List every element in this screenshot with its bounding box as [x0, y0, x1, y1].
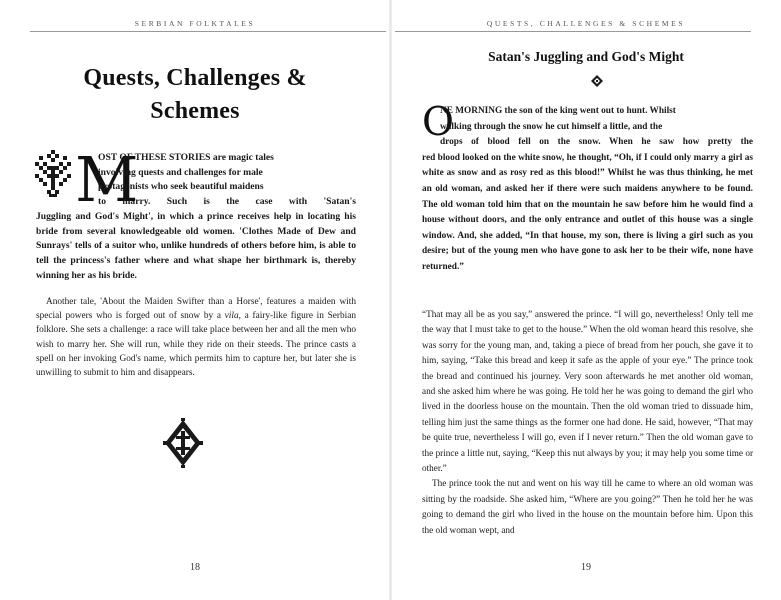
intro-lead-paragraph [36, 143, 356, 283]
story-lead-line: walking through the snow he cut himself a little, and the [440, 121, 663, 132]
small-diamond-icon [591, 75, 603, 87]
story-title: Satan's Juggling and God's Might [488, 49, 684, 64]
vila-term: vila [224, 311, 239, 322]
left-page [0, 0, 390, 600]
intro-lead-line: protagonists who seek beautiful maidens [98, 181, 264, 193]
running-head-right: QUESTS, CHALLENGES & SCHEMES [486, 19, 686, 28]
drop-cap-o: O [422, 100, 454, 145]
intro-lead-line: involving quests and challenges for male [98, 166, 263, 178]
chapter-title [40, 62, 350, 128]
story-lead-rest: red blood looked on the white snow, he thought, “Oh, if I could only marry a girl as white as snow and as rosy red as this blood!” Whilst he was thus thinking, he met an old woman, and asked her if there were such maidens anywhere to be found. The old woman told him that on the mountain he saw before him he would find a house without doors, and the only entrance and outlet of this house was a single window. And, she added, “In that house, my son, there is living a girl such as you desire; but of the young men who have gone to ask her to be their wife, none have returned.” [422, 152, 753, 272]
intro-body-text-2: , a fairy-like figure in Serbian folklore. She sets a challenge: a race will take place between her and all the men who wish to marry her. She will run, while they ride on their steeds. The prince casts a spell on her invoking God's name, which permits him to capture her, but later she is unwilling to submit to him and disappears. [36, 311, 356, 379]
intro-body [36, 295, 356, 380]
intro-lead-line: to marry. Such is the case with 'Satan's [98, 196, 356, 208]
page-number-left: 18 [190, 562, 200, 573]
story-lead-line: NE MORNING the son of the king went out to hunt. Whilst [440, 106, 676, 116]
header-rule-right [395, 31, 751, 32]
drop-cap-m: M [75, 143, 139, 216]
story-paragraph-1: “That may all be as you say,” answered the prince. “I will go, nevertheless! Only tell me the way that I must take to get to the house.” When the old woman heard this resolve, she was sorry for the young man, and, taking a piece of bread from her pouch, she gave it to him, saying, “Take this bread and keep it safe as the apple of your eye.” The prince took the bread and continued his journey. Very soon afterwards he met another old woman, and she asked him where he was going. He told her he was going to demand the girl who lived in the doorless house on the mountain. Then the old woman tried to dissuade him, telling him just the same things as the former one had done. He said, however, “That may be quite true, nevertheless I will go, even if I never return.” Then the old woman gave to the prince a little nut, saying, “Keep this nut always by you; it may help you some time or other.” [422, 309, 753, 474]
intro-body-text-1: Another tale, 'About the Maiden Swifter than a Horse', features a maiden with special powers who is forged out of snow by a [36, 297, 356, 322]
chapter-title-line-2: Schemes [150, 98, 240, 124]
story-body [422, 307, 753, 538]
story-lead-paragraph [422, 100, 753, 276]
cross-motif-icon [163, 418, 203, 468]
right-page [391, 0, 781, 600]
chapter-title-line-1: Quests, Challenges & [83, 65, 307, 91]
intro-body-paragraph [36, 295, 356, 380]
page-number-right: 19 [581, 562, 591, 573]
intro-lead-line: OST OF THESE STORIES are magic tales [98, 152, 274, 163]
story-paragraph-2: The prince took the nut and went on his way till he came to where an old woman was sitting by the roadside. She asked him, “Where are you going?” Then he told her he was going to demand the girl who lived in the house on the mountain before him. Upon this the old woman wept, and [422, 478, 753, 535]
intro-lead-rest: Juggling and God's Might', in which a prince receives help in locating his bride from several knowledgeable old women. 'Clothes Made of Dew and Sunrays' tells of a suitor who, unlike hundreds of others before him, is able to tell the princess's father where and what shape her birthmark is, thereby winning her as his bride. [36, 210, 356, 281]
running-head-left: SERBIAN FOLKTALES [134, 19, 256, 28]
story-lead-line: drops of blood fell on the snow. When he saw how pretty the [440, 137, 753, 148]
header-rule-left [30, 31, 386, 32]
